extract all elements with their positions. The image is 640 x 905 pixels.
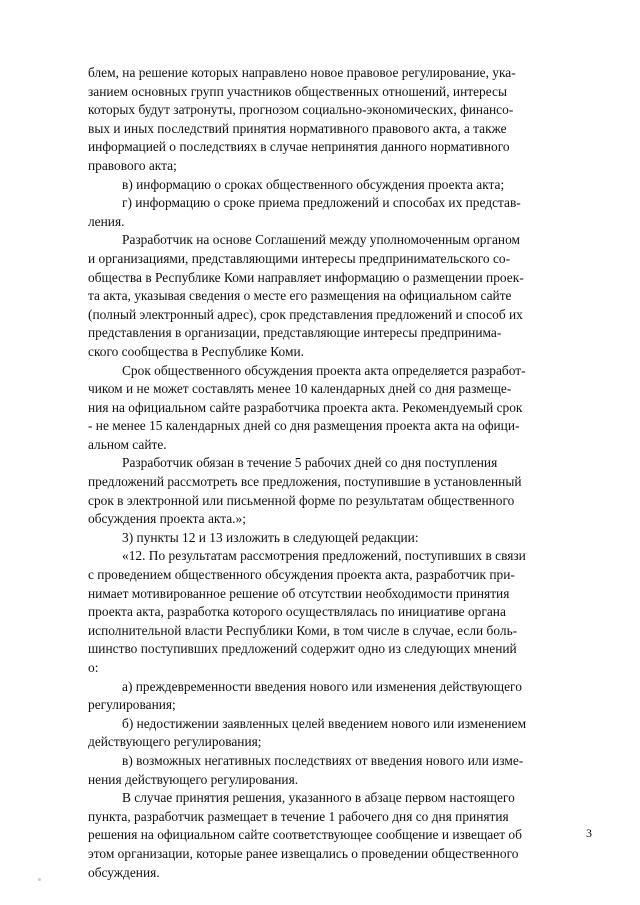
- text-line: пункта, разработчик размещает в течение 1 рабочего дня со дня принятия: [88, 808, 509, 824]
- text-line: Разработчик на основе Соглашений между уполномоченным органом: [122, 232, 520, 248]
- text-line: в) информацию о сроках общественного обсуждения проекта акта;: [122, 176, 505, 192]
- text-line: нимает мотивированное решение об отсутствии необходимости принятия: [88, 585, 510, 601]
- text-line: ления.: [88, 213, 125, 229]
- text-line: предложений рассмотреть все предложения, поступившие в установленный: [88, 474, 522, 490]
- text-line: вых и иных последствий принятия нормативного правового акта, а также: [88, 120, 507, 136]
- text-line: этом организации, которые ранее извещались о проведении общественного: [88, 845, 519, 861]
- text-line: (полный электронный адрес), срок представления предложений и способ их: [88, 306, 523, 322]
- text-line: нения действующего регулирования.: [88, 771, 299, 787]
- text-line: блем, на решение которых направлено новое правовое регулирование, ука-: [88, 65, 516, 80]
- text-line: «12. По результатам рассмотрения предложений, поступивших в связи: [122, 548, 526, 564]
- text-line: чиком и не может составлять менее 10 календарных дней со дня размеще-: [88, 381, 512, 397]
- text-line: обсуждения проекта акта.»;: [88, 511, 246, 527]
- text-line: а) преждевременности введения нового или изменения действующего: [122, 678, 522, 694]
- text-line: в) возможных негативных последствиях от введения нового или изме-: [122, 752, 524, 768]
- text-line: представления в организации, представляющие интересы предпринима-: [88, 325, 502, 341]
- text-line: 3) пункты 12 и 13 изложить в следующей редакции:: [122, 529, 419, 545]
- text-line: - не менее 15 календарных дней со дня размещения проекта акта на офици-: [88, 418, 520, 434]
- text-line: обсуждения.: [88, 864, 160, 880]
- text-line: проекта акта, разработка которого осуществлялась по инициативе органа: [88, 604, 506, 620]
- text-line: г) информацию о сроке приема предложений и способах их представ-: [122, 195, 521, 211]
- text-line: занием основных групп участников общественных отношений, интересы: [88, 83, 507, 99]
- text-line: с проведением общественного обсуждения проекта акта, разработчик при-: [88, 567, 515, 583]
- text-line: информацией о последствиях в случае непринятия данного нормативного: [88, 139, 510, 155]
- text-line: исполнительной власти Республики Коми, в том числе в случае, если боль-: [88, 622, 518, 638]
- text-line: которых будут затронуты, прогнозом социально-экономических, финансо-: [88, 102, 514, 118]
- scan-dot: [38, 878, 41, 881]
- text-line: Срок общественного обсуждения проекта акта определяется разработ-: [122, 362, 526, 378]
- text-line: действующего регулирования;: [88, 734, 262, 750]
- text-line: общества в Республике Коми направляет информацию о размещении проек-: [88, 269, 524, 285]
- text-line: ского сообщества в Республике Коми.: [88, 343, 304, 359]
- document-body: [88, 64, 586, 882]
- text-line: срок в электронной или письменной форме по результатам общественного: [88, 492, 515, 508]
- page-number: 3: [586, 826, 592, 840]
- text-line: решения на официальном сайте соответствующее сообщение и извещает об: [88, 827, 522, 843]
- text-line: Разработчик обязан в течение 5 рабочих дней со дня поступления: [122, 455, 498, 471]
- text-line: ния на официальном сайте разработчика проекта акта. Рекомендуемый срок: [88, 399, 523, 415]
- text-line: альном сайте.: [88, 436, 167, 452]
- text-line: шинство поступивших предложений содержит одно из следующих мнений: [88, 641, 517, 657]
- text-line: б) недостижении заявленных целей введением нового или изменением: [122, 715, 527, 731]
- text-line: регулирования;: [88, 697, 176, 713]
- text-line: правового акта;: [88, 157, 177, 173]
- text-line: о:: [88, 660, 99, 675]
- text-line: В случае принятия решения, указанного в абзаце первом настоящего: [122, 790, 515, 806]
- text-line: та акта, указывая сведения о месте его размещения на официальном сайте: [88, 288, 512, 304]
- text-line: и организациями, представляющими интересы предпринимательского со-: [88, 250, 511, 266]
